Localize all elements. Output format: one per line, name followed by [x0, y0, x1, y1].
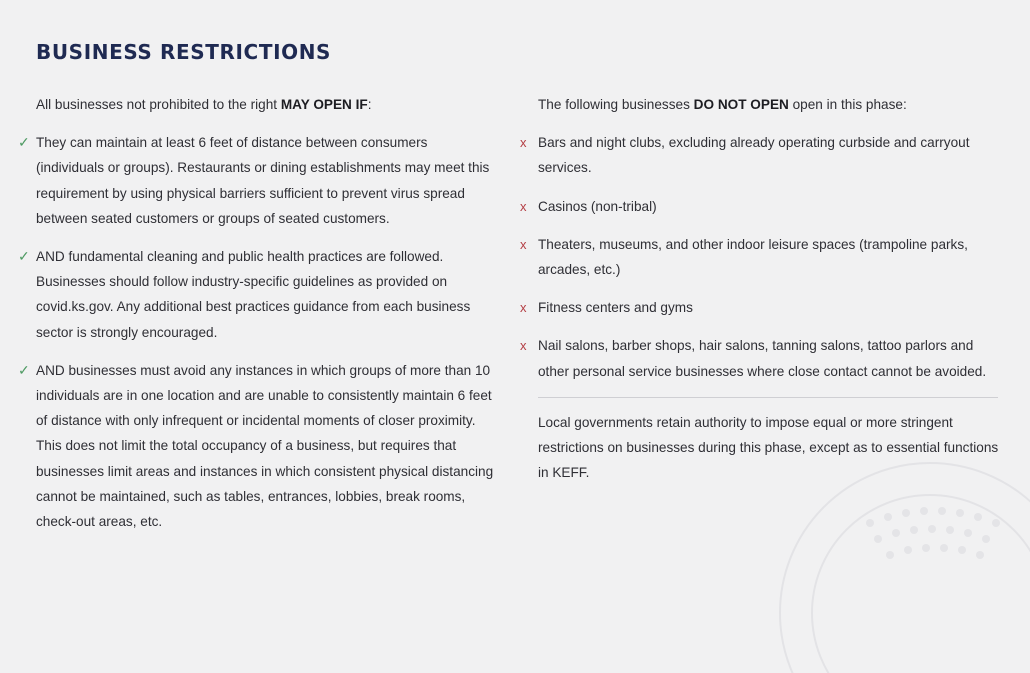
closed-business-text: Bars and night clubs, excluding already operating curbside and carryout services.: [538, 135, 970, 176]
open-if-intro-text: All businesses not prohibited to the right: [36, 97, 281, 112]
open-condition-text: AND fundamental cleaning and public health practices are followed. Businesses should follow industry-specific guidelines as provided on covid.ks.gov. Any additional best practices guidance from each business sector is strongly encouraged.: [36, 249, 471, 340]
open-condition-item: [18, 358, 496, 534]
open-if-intro-emphasis: MAY OPEN IF: [280, 97, 368, 112]
open-condition-text: They can maintain at least 6 feet of distance between consumers (individuals or groups). Restaurants or dining establishments may meet this requirement by using physical barriers sufficient to prevent virus spread between seated customers or groups of seated customers.: [36, 135, 490, 226]
cross-icon: x: [520, 338, 527, 354]
open-condition-text: AND businesses must avoid any instances in which groups of more than 10 individuals are in one location and are unable to consistently maintain 6 feet of distance with only infrequent or incidental moments of closer proximity. This does not limit the total occupancy of a business, but requires that businesses limit areas and instances in which consistent physical distancing cannot be maintained, such as tables, entrances, lobbies, break rooms, check-out areas, etc.: [36, 362, 494, 530]
open-if-intro: [18, 92, 496, 117]
do-not-open-intro-emphasis: DO NOT OPEN: [693, 97, 789, 112]
page-title: BUSINESS RESTRICTIONS: [36, 40, 332, 64]
open-condition-item: [18, 244, 496, 345]
closed-business-text: Casinos (non-tribal): [538, 198, 657, 214]
open-if-column: [18, 92, 496, 547]
closed-business-item: [520, 232, 1000, 282]
divider: [538, 397, 998, 398]
do-not-open-intro-text: The following businesses: [538, 97, 694, 112]
cross-icon: x: [520, 198, 527, 214]
check-icon: ✓: [18, 361, 30, 378]
check-icon: ✓: [18, 134, 30, 151]
do-not-open-column: [520, 92, 1000, 485]
do-not-open-intro: [520, 92, 1000, 117]
cross-icon: x: [520, 135, 527, 151]
do-not-open-intro-suffix: open in this phase:: [788, 97, 907, 112]
closed-business-text: Fitness centers and gyms: [538, 300, 693, 316]
open-if-intro-suffix: :: [367, 97, 372, 112]
closed-business-item: [520, 333, 1000, 383]
closed-business-item: [520, 130, 1000, 180]
check-icon: ✓: [18, 248, 30, 265]
cross-icon: x: [520, 236, 527, 252]
closed-business-item: [520, 295, 1000, 320]
closed-business-text: Nail salons, barber shops, hair salons, tanning salons, tattoo parlors and other personal service businesses where close contact cannot be avoided.: [538, 338, 987, 379]
closed-business-text: Theaters, museums, and other indoor leisure spaces (trampoline parks, arcades, etc.): [538, 236, 968, 278]
closed-business-item: [520, 194, 1000, 219]
seal-watermark-icon: [770, 453, 1030, 673]
local-government-note: Local governments retain authority to impose equal or more stringent restrictions on businesses during this phase, except as to essential functions in KEFF.: [538, 414, 999, 481]
cross-icon: x: [520, 300, 527, 316]
open-condition-item: [18, 130, 496, 231]
